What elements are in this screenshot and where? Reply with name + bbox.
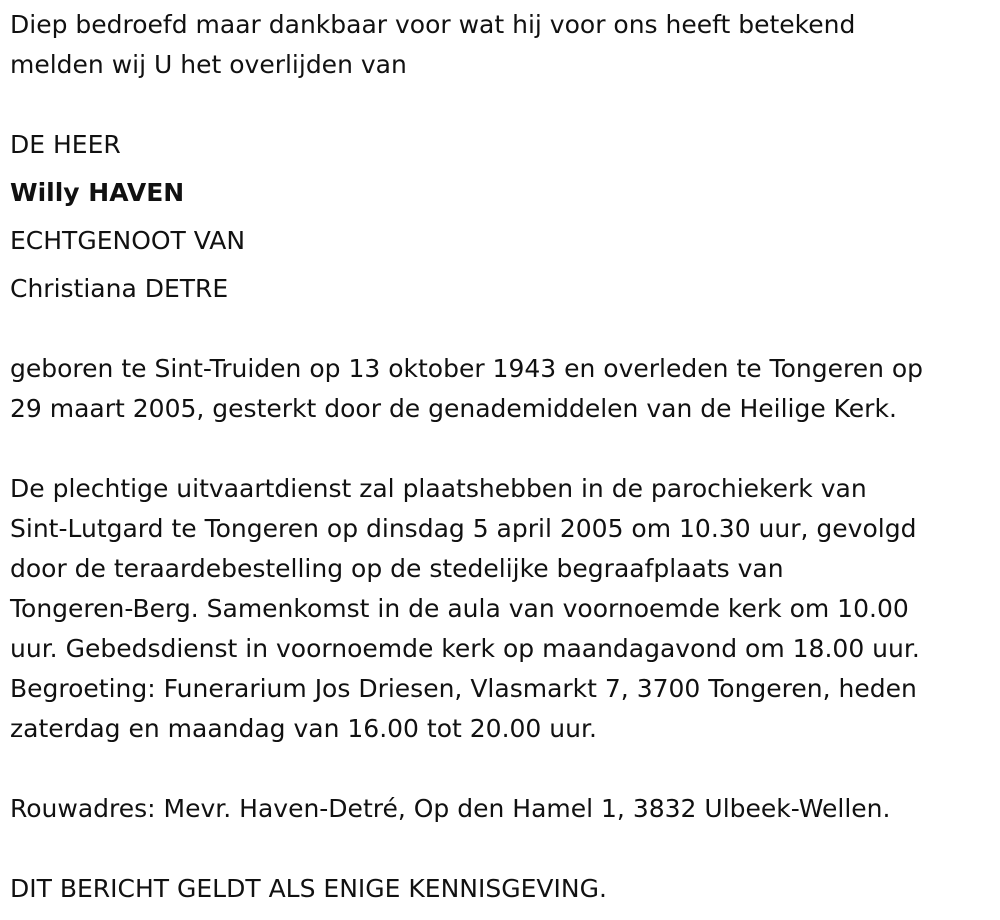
funeral-line-3: door de teraardebestelling op de stedelijke begraafplaats van <box>10 554 784 583</box>
title-line: DE HEER <box>10 130 121 159</box>
birth-death-line-1: geboren te Sint-Truiden op 13 oktober 1943 en overleden te Tongeren op <box>10 354 924 383</box>
funeral-line-5: uur. Gebedsdienst in voornoemde kerk op maandagavond om 18.00 uur. <box>10 634 920 663</box>
funeral-line-1: De plechtige uitvaartdienst zal plaatshebben in de parochiekerk van <box>10 474 867 503</box>
funeral-line-6: Begroeting: Funerarium Jos Driesen, Vlasmarkt 7, 3700 Tongeren, heden <box>10 674 917 703</box>
funeral-line-4: Tongeren-Berg. Samenkomst in de aula van voornoemde kerk om 10.00 <box>10 594 909 623</box>
funeral-line-7: zaterdag en maandag van 16.00 tot 20.00 uur. <box>10 714 597 743</box>
birth-death-line-2: 29 maart 2005, gesterkt door de genademiddelen van de Heilige Kerk. <box>10 394 897 423</box>
spouse-name: Christiana DETRE <box>10 274 229 303</box>
spouse-label: ECHTGENOOT VAN <box>10 226 246 255</box>
rouwadres-line: Rouwadres: Mevr. Haven-Detré, Op den Hamel 1, 3832 Ulbeek-Wellen. <box>10 794 891 823</box>
closing-line: DIT BERICHT GELDT ALS ENIGE KENNISGEVING. <box>10 874 607 903</box>
intro-line-2: melden wij U het overlijden van <box>10 50 407 79</box>
funeral-line-2: Sint-Lutgard te Tongeren op dinsdag 5 april 2005 om 10.30 uur, gevolgd <box>10 514 917 543</box>
deceased-name: Willy HAVEN <box>10 178 185 207</box>
intro-line-1: Diep bedroefd maar dankbaar voor wat hij voor ons heeft betekend <box>10 10 856 39</box>
